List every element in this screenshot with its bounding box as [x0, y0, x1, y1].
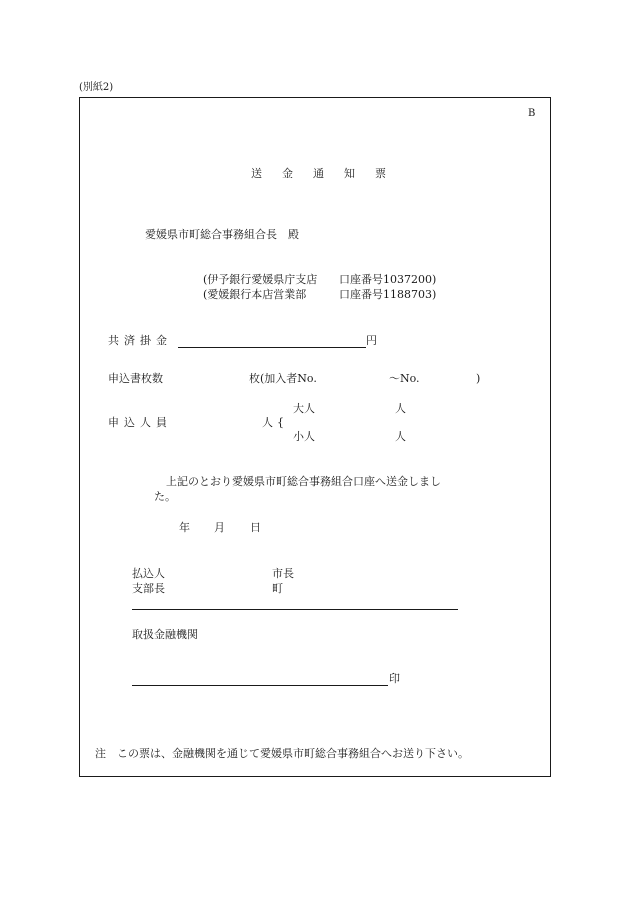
payer-label: 払込人 — [132, 567, 165, 580]
application-count-label: 申込書枚数 — [108, 372, 163, 385]
range-close-paren: ) — [476, 372, 481, 385]
adult-unit: 人 — [395, 402, 406, 415]
member-range-text: ～No. — [389, 372, 420, 385]
bank-account-2-number: 口座番号1188703) — [339, 288, 437, 301]
mutual-aid-yen-unit: 円 — [366, 334, 377, 347]
date-year: 年 — [179, 521, 190, 534]
payer-city-mayor: 市長 — [272, 567, 294, 580]
addressee: 愛媛県市町総合事務組合長 殿 — [145, 228, 299, 241]
applicants-brace: { — [277, 416, 284, 429]
applicants-label: 申込人員 — [108, 416, 172, 429]
sheets-text: 枚(加入者No. — [249, 372, 317, 385]
date-month: 月 — [214, 521, 225, 534]
institution-signature-line — [132, 685, 388, 686]
child-unit: 人 — [395, 430, 406, 443]
remittance-form-frame — [79, 97, 551, 777]
bank-account-1-name: (伊予銀行愛媛県庁支店 — [203, 273, 318, 286]
applicants-person-unit: 人 — [262, 416, 273, 429]
form-title: 送金通知票 — [251, 167, 406, 180]
attachment-label: (別紙2) — [79, 82, 114, 93]
adult-label: 大人 — [293, 402, 315, 415]
seal-mark: 印 — [389, 672, 400, 685]
mutual-aid-label: 共済掛金 — [108, 334, 172, 347]
bank-account-1-number: 口座番号1037200) — [339, 273, 437, 286]
footer-note: 注 この票は、金融機関を通じて愛媛県市町総合事務組合へお送り下さい。 — [95, 747, 469, 760]
payer-signature-line — [132, 609, 458, 610]
statement-line-1: 上記のとおり愛媛県市町総合事務組合口座へ送金しまし — [166, 475, 441, 488]
statement-line-2: た。 — [154, 490, 176, 503]
form-code: B — [528, 108, 536, 119]
institution-label: 取扱金融機関 — [132, 628, 198, 641]
child-label: 小人 — [293, 430, 315, 443]
date-day: 日 — [250, 521, 261, 534]
payer-town: 町 — [272, 582, 283, 595]
mutual-aid-amount-line — [178, 347, 366, 348]
branch-head-label: 支部長 — [132, 582, 165, 595]
bank-account-2-name: (愛媛銀行本店営業部 — [203, 288, 307, 301]
